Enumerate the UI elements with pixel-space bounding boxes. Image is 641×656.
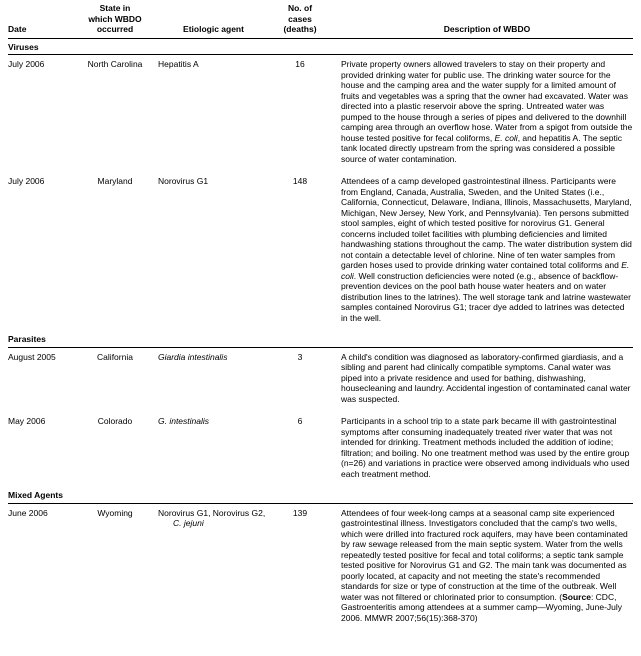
- column-header-cases: [272, 3, 328, 35]
- date-cell: July 2006: [8, 176, 45, 186]
- table-row: [8, 416, 633, 479]
- description-cell: A child's condition was diagnosed as laboratory-confirmed giardiasis, and a sibling and parent had clinically compatible symptoms. Canal water was piped into a private residence and used for bathing, dishwashing, housecleaning and laundry. Accidental ingestion of contaminated canal water was suspected.: [341, 351, 631, 404]
- state-cell: Maryland: [97, 176, 133, 186]
- etiologic-agent-cell: G. intestinalis: [158, 416, 210, 426]
- section-parasites: [8, 331, 633, 479]
- state-cell: Colorado: [97, 416, 133, 426]
- column-header-state: [75, 3, 155, 35]
- date-cell: July 2006: [8, 59, 45, 69]
- description-cell: Private property owners allowed travelers to stay on their property and provided drinking water for public use. The drinking water source for the house and the camping area and the water supply for a limited amount of fruits and vegetables was a spring that the owner had excavated. Water was directed into a plastic reservoir above the spring. Untreated water was pumped to the house through a series of pipes and delivered to the downhill camping area through an overflow hose. Water from a spigot from outside the house tested positive for fecal coliforms, E. coli, and hepatitis A. The septic tank located directly upstream from the spring was considered a possible source of water contamination.: [341, 59, 633, 164]
- column-header-state-line: State in: [99, 3, 131, 13]
- cases-cell: 6: [297, 416, 303, 426]
- section-viruses: [8, 39, 633, 324]
- state-cell: North Carolina: [87, 59, 143, 69]
- cases-cell: 16: [295, 59, 305, 69]
- date-cell: June 2006: [8, 507, 48, 518]
- table-row: [8, 508, 633, 624]
- table-row: [8, 352, 633, 405]
- section-mixed-agents: [8, 487, 633, 623]
- etiologic-agent-cell: Norovirus G1, Norovirus G2, C. jejuni: [158, 507, 266, 528]
- section-label: Parasites: [8, 331, 633, 348]
- description-cell: Attendees of four week-long camps at a seasonal camp site experienced gastrointestinal illness. Investigators concluded that the camp's two wells, which were drilled into fractured rock aquifers, may have been contaminated by raw sewage released from the main septic system. Water from the wells repeatedly tested positive for fecal and total coliforms; a septic tank sample tested positive for Norovirus G1 and G2. The main tank was documented as poorly located, at capacity and not meeting the state's recommended standards for size or type of construction at the time of the outbreak. Well water was not filtered or chlorinated prior to consumption. (Source: CDC, Gastroenteritis among attendees at a summer camp—Wyoming, June-July 2006. MMWR 2007;56(15):368-370): [341, 507, 628, 623]
- date-cell: August 2005: [8, 351, 56, 362]
- state-cell: California: [97, 351, 133, 362]
- column-header-cases-line: No. of: [287, 3, 313, 13]
- column-header-date: Date: [8, 24, 27, 34]
- cases-cell: 3: [297, 351, 303, 362]
- etiologic-agent-cell: Norovirus G1: [158, 176, 209, 186]
- column-header-state-line: occurred: [96, 24, 134, 34]
- etiologic-agent-cell: Giardia intestinalis: [158, 351, 228, 362]
- cases-cell: 148: [292, 176, 308, 186]
- table-row: [8, 59, 633, 164]
- column-header-cases-line: (deaths): [283, 24, 317, 34]
- etiologic-agent-cell: Hepatitis A: [158, 59, 199, 69]
- section-label: Mixed Agents: [8, 487, 633, 504]
- table-header-row: [8, 3, 633, 39]
- section-label: Viruses: [8, 39, 633, 56]
- column-header-etiologic-agent: Etiologic agent: [183, 24, 244, 34]
- description-cell: Attendees of a camp developed gastrointestinal illness. Participants were from England, Canada, Australia, Sweden, and the United States (i.e., California, Connecticut, Delaware, Indiana, Illinois, Massachusetts, Maryland, Michigan, New Jersey, New York, and Pennsylvania). Ten persons submitted stool samples, eight of which tested positive for norovirus G1. General concerns included toilet facilities with plumbing deficiencies and limited handwashing stations throughout the camp. The water distribution system did not contain a detectable level of chlorine. Nine of ten water samples from garden hoses used to provide drinking water contained total coliforms and E. coli. Well construction deficiencies were noted (e.g., absence of backflow-prevention devices on the pool bath house water heaters and on water distribution lines to the latrines). The well storage tank and latrine wastewater samples contained Norovirus G1; tracer dye added to latrines was detected in the well.: [341, 176, 632, 323]
- cases-cell: 139: [292, 507, 308, 518]
- table-row: [8, 176, 633, 323]
- column-header-description: Description of WBDO: [443, 24, 531, 34]
- column-header-cases-line: cases: [288, 13, 312, 24]
- description-cell: Participants in a school trip to a state park became ill with gastrointestinal symptoms after consuming inadequately treated river water that was not intended for drinking. Treatment methods included the addition of iodine; filtration; and boiling. No one treatment method was used by the entire group (n=26) and variations in practice were observed among individuals who used each treatment method.: [341, 416, 630, 479]
- column-header-state-line: which WBDO: [88, 13, 142, 24]
- state-cell: Wyoming: [97, 507, 133, 518]
- date-cell: May 2006: [8, 416, 46, 426]
